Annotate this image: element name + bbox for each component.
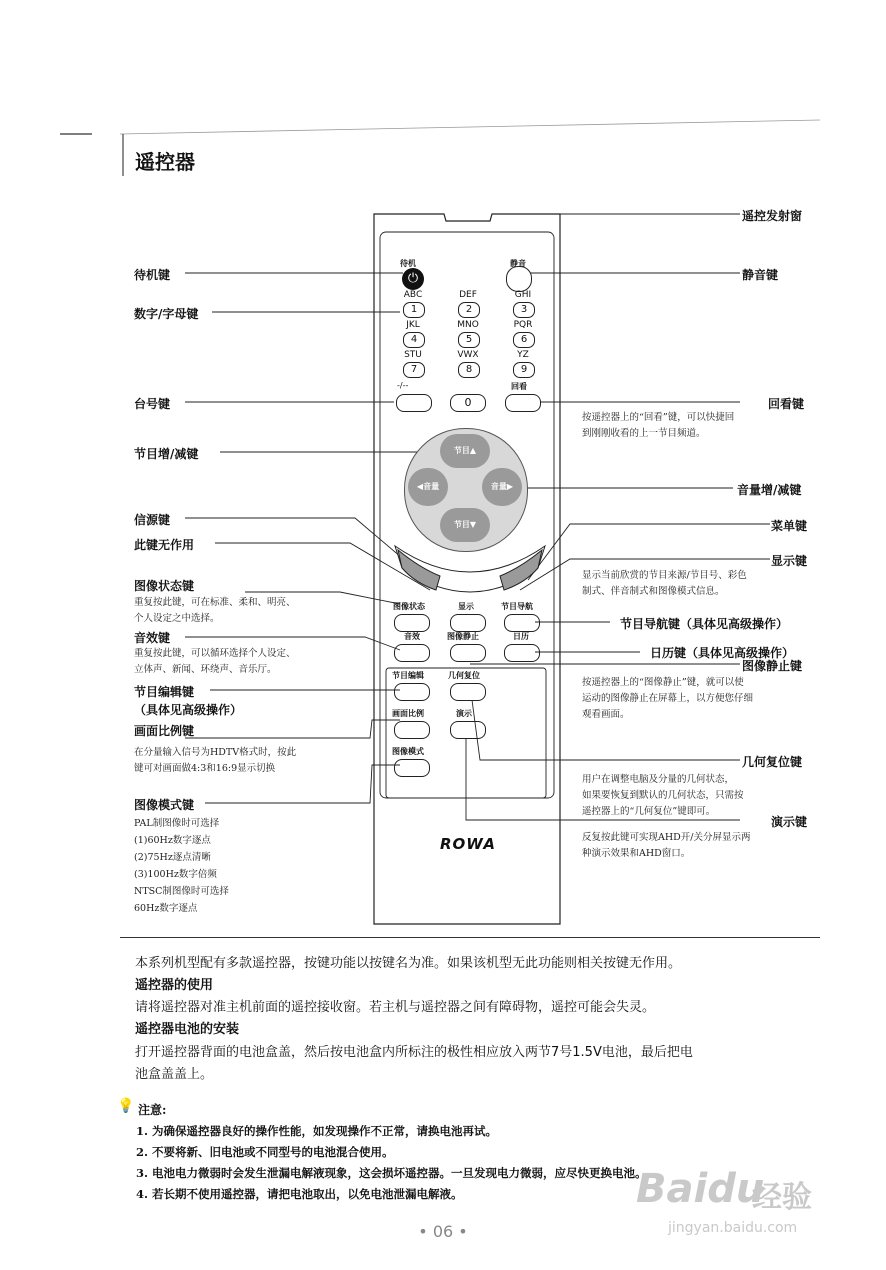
digit-key-label: -/-- (397, 381, 409, 390)
sound-button[interactable] (394, 644, 430, 662)
label-guide: 节目导航键（具体见高级操作） (620, 617, 789, 631)
mute-button[interactable] (506, 266, 532, 292)
power-icon: ⏻ (407, 271, 419, 286)
channel-down-button[interactable]: 节目▼ (440, 508, 490, 542)
picmode-button[interactable] (394, 759, 430, 777)
digit-button[interactable] (396, 394, 432, 412)
label-aspect: 画面比例键 (134, 724, 195, 738)
key-4[interactable]: 4 (403, 332, 425, 348)
key-5[interactable]: 5 (458, 332, 480, 348)
watermark-brand: Baidu (636, 1166, 765, 1212)
label-display: 显示键 (771, 554, 808, 568)
menu-button[interactable]: 菜单 (504, 551, 520, 560)
aspect-top-label: 画面比例 (392, 709, 424, 718)
standby-button[interactable] (402, 268, 424, 290)
volume-up-button[interactable]: 音量▶ (482, 468, 522, 506)
geometry-top-label: 几何复位 (448, 671, 480, 680)
key-7[interactable]: 7 (403, 362, 425, 378)
label-freeze: 图像静止键 (742, 659, 803, 673)
source-menu-arc (390, 528, 550, 598)
recall-top-label: 回看 (511, 382, 527, 391)
key-3[interactable]: 3 (513, 302, 535, 318)
watermark-tail: 经验 (752, 1180, 812, 1215)
recall-button[interactable] (505, 394, 541, 412)
display-button[interactable] (450, 614, 486, 632)
label-edit: 节目编辑键 (134, 685, 195, 699)
calendar-top-label: 日历 (513, 632, 529, 641)
zero-button[interactable]: 0 (450, 394, 486, 412)
notice-item: 2. 不要将新、旧电池或不同型号的电池混合使用。 (136, 1145, 394, 1159)
label-sound: 音效键 (134, 631, 171, 645)
label-demo: 演示键 (771, 815, 808, 829)
body-p3a: 打开遥控器背面的电池盒盖，然后按电池盒内所标注的极性相应放入两节7号1.5V电池，最后把电 (135, 1045, 693, 1060)
display-top-label: 显示 (458, 602, 474, 611)
body-h3: 遥控器电池的安装 (135, 1022, 240, 1037)
guide-top-label: 节目导航 (501, 602, 533, 611)
label-recall: 回看键 (768, 397, 805, 411)
notice-title: 注意: (138, 1103, 167, 1117)
label-picstate: 图像状态键 (134, 579, 195, 593)
notice-item: 1. 为确保遥控器良好的操作性能，如发现操作不正常，请换电池再试。 (136, 1124, 498, 1138)
body-p3b: 池盒盖盖上。 (135, 1067, 214, 1082)
picstate-note: 重复按此键，可在标准、柔和、明亮、 个人设定之中选择。 (134, 597, 296, 624)
sound-top-label: 音效 (404, 632, 420, 641)
geometry-button[interactable] (450, 683, 486, 701)
label-calendar: 日历键（具体见高级操作） (650, 646, 795, 660)
label-picmode: 图像模式键 (134, 798, 195, 812)
label-volume: 音量增/减键 (737, 483, 802, 497)
label-digit: 台号键 (134, 397, 171, 411)
recall-note: 按遥控器上的“回看”键，可以快捷回 到刚刚收看的上一节目频道。 (582, 412, 735, 439)
freeze-button[interactable] (450, 644, 486, 662)
watermark-url: jingyan.baidu.com (668, 1220, 798, 1236)
key-8[interactable]: 8 (458, 362, 480, 378)
aspect-note: 在分量输入信号为HDTV格式时，按此 键可对画面做4:3和16:9显示切换 (134, 747, 297, 774)
freeze-note: 按遥控器上的“图像静止”键，就可以使 运动的图像静止在屏幕上，以方便您仔细 观看画面。 (582, 677, 754, 720)
label-channel: 节目增/减键 (134, 447, 199, 461)
notice-item: 3. 电池电力微弱时会发生泄漏电解液现象，这会损坏遥控器。一旦发现电力微弱，应尽快更换电池。 (136, 1166, 647, 1180)
demo-note: 反复按此键可实现AHD开/关分屏显示两 种演示效果和AHD窗口。 (582, 832, 751, 859)
key-6[interactable]: 6 (513, 332, 535, 348)
body-p2: 请将遥控器对准主机前面的遥控接收窗。若主机与遥控器之间有障碍物，遥控可能会失灵。 (135, 1000, 656, 1015)
picstate-top-label: 图像状态 (393, 602, 425, 611)
notice-item: 4. 若长期不使用遥控器，请把电池取出，以免电池泄漏电解液。 (136, 1187, 463, 1201)
label-standby: 待机键 (134, 268, 171, 282)
label-menu: 菜单键 (771, 519, 808, 533)
standby-top-label: 待机 (400, 259, 416, 268)
key-9[interactable]: 9 (513, 362, 535, 378)
key-2[interactable]: 2 (458, 302, 480, 318)
notice-list (136, 1121, 647, 1205)
body-p1: 本系列机型配有多款遥控器，按键功能以按键名为准。如果该机型无此功能则相关按键无作用。 (135, 956, 682, 971)
picstate-button[interactable] (394, 614, 430, 632)
label-edit-sub: （具体见高级操作） (134, 703, 243, 717)
source-button[interactable]: 信源 (418, 551, 434, 560)
geometry-note: 用户在调整电脑及分量的几何状态， 如果要恢复到默认的几何状态，只需按 遥控器上的“几何复位”键即可。 (582, 774, 744, 817)
demo-top-label: 演示 (456, 709, 472, 718)
section-title: 遥控器 (135, 150, 195, 174)
calendar-button[interactable] (504, 644, 540, 662)
label-source: 信源键 (134, 513, 171, 527)
aspect-button[interactable] (394, 721, 430, 739)
freeze-top-label: 图像静止 (447, 632, 479, 641)
key-1[interactable]: 1 (403, 302, 425, 318)
brand-logo: ROWA (440, 835, 496, 853)
page-number: • 06 • (418, 1222, 468, 1241)
picmode-note: PAL制图像时可选择 (1)60Hz数字逐点 (2)75Hz逐点清晰 (3)100Hz数字倍频 NTSC制图像时可选择 60Hz数字逐点 (134, 818, 229, 914)
body-rule (120, 937, 820, 938)
demo-button[interactable] (450, 721, 486, 739)
display-note: 显示当前欣赏的节目来源/节目号、彩色 制式、伴音制式和图像模式信息。 (582, 570, 747, 597)
edit-button[interactable] (394, 683, 430, 701)
label-mute: 静音键 (742, 268, 779, 282)
guide-button[interactable] (504, 614, 540, 632)
picmode-top-label: 图像模式 (392, 747, 424, 756)
label-emitter: 遥控发射窗 (742, 209, 803, 223)
body-h2: 遥控器的使用 (135, 978, 214, 993)
label-numeric: 数字/字母键 (134, 307, 199, 321)
lightbulb-icon: 💡 (117, 1098, 135, 1114)
sound-note: 重复按此键，可以循环选择个人设定、 立体声、新闻、环绕声、音乐厅。 (134, 648, 296, 675)
label-geometry: 几何复位键 (742, 755, 803, 769)
edit-top-label: 节目编辑 (392, 671, 424, 680)
mute-top-label: 静音 (510, 259, 526, 268)
label-noop: 此键无作用 (134, 538, 195, 552)
volume-down-button[interactable]: ◀音量 (408, 468, 448, 506)
channel-up-button[interactable]: 节目▲ (440, 434, 490, 468)
